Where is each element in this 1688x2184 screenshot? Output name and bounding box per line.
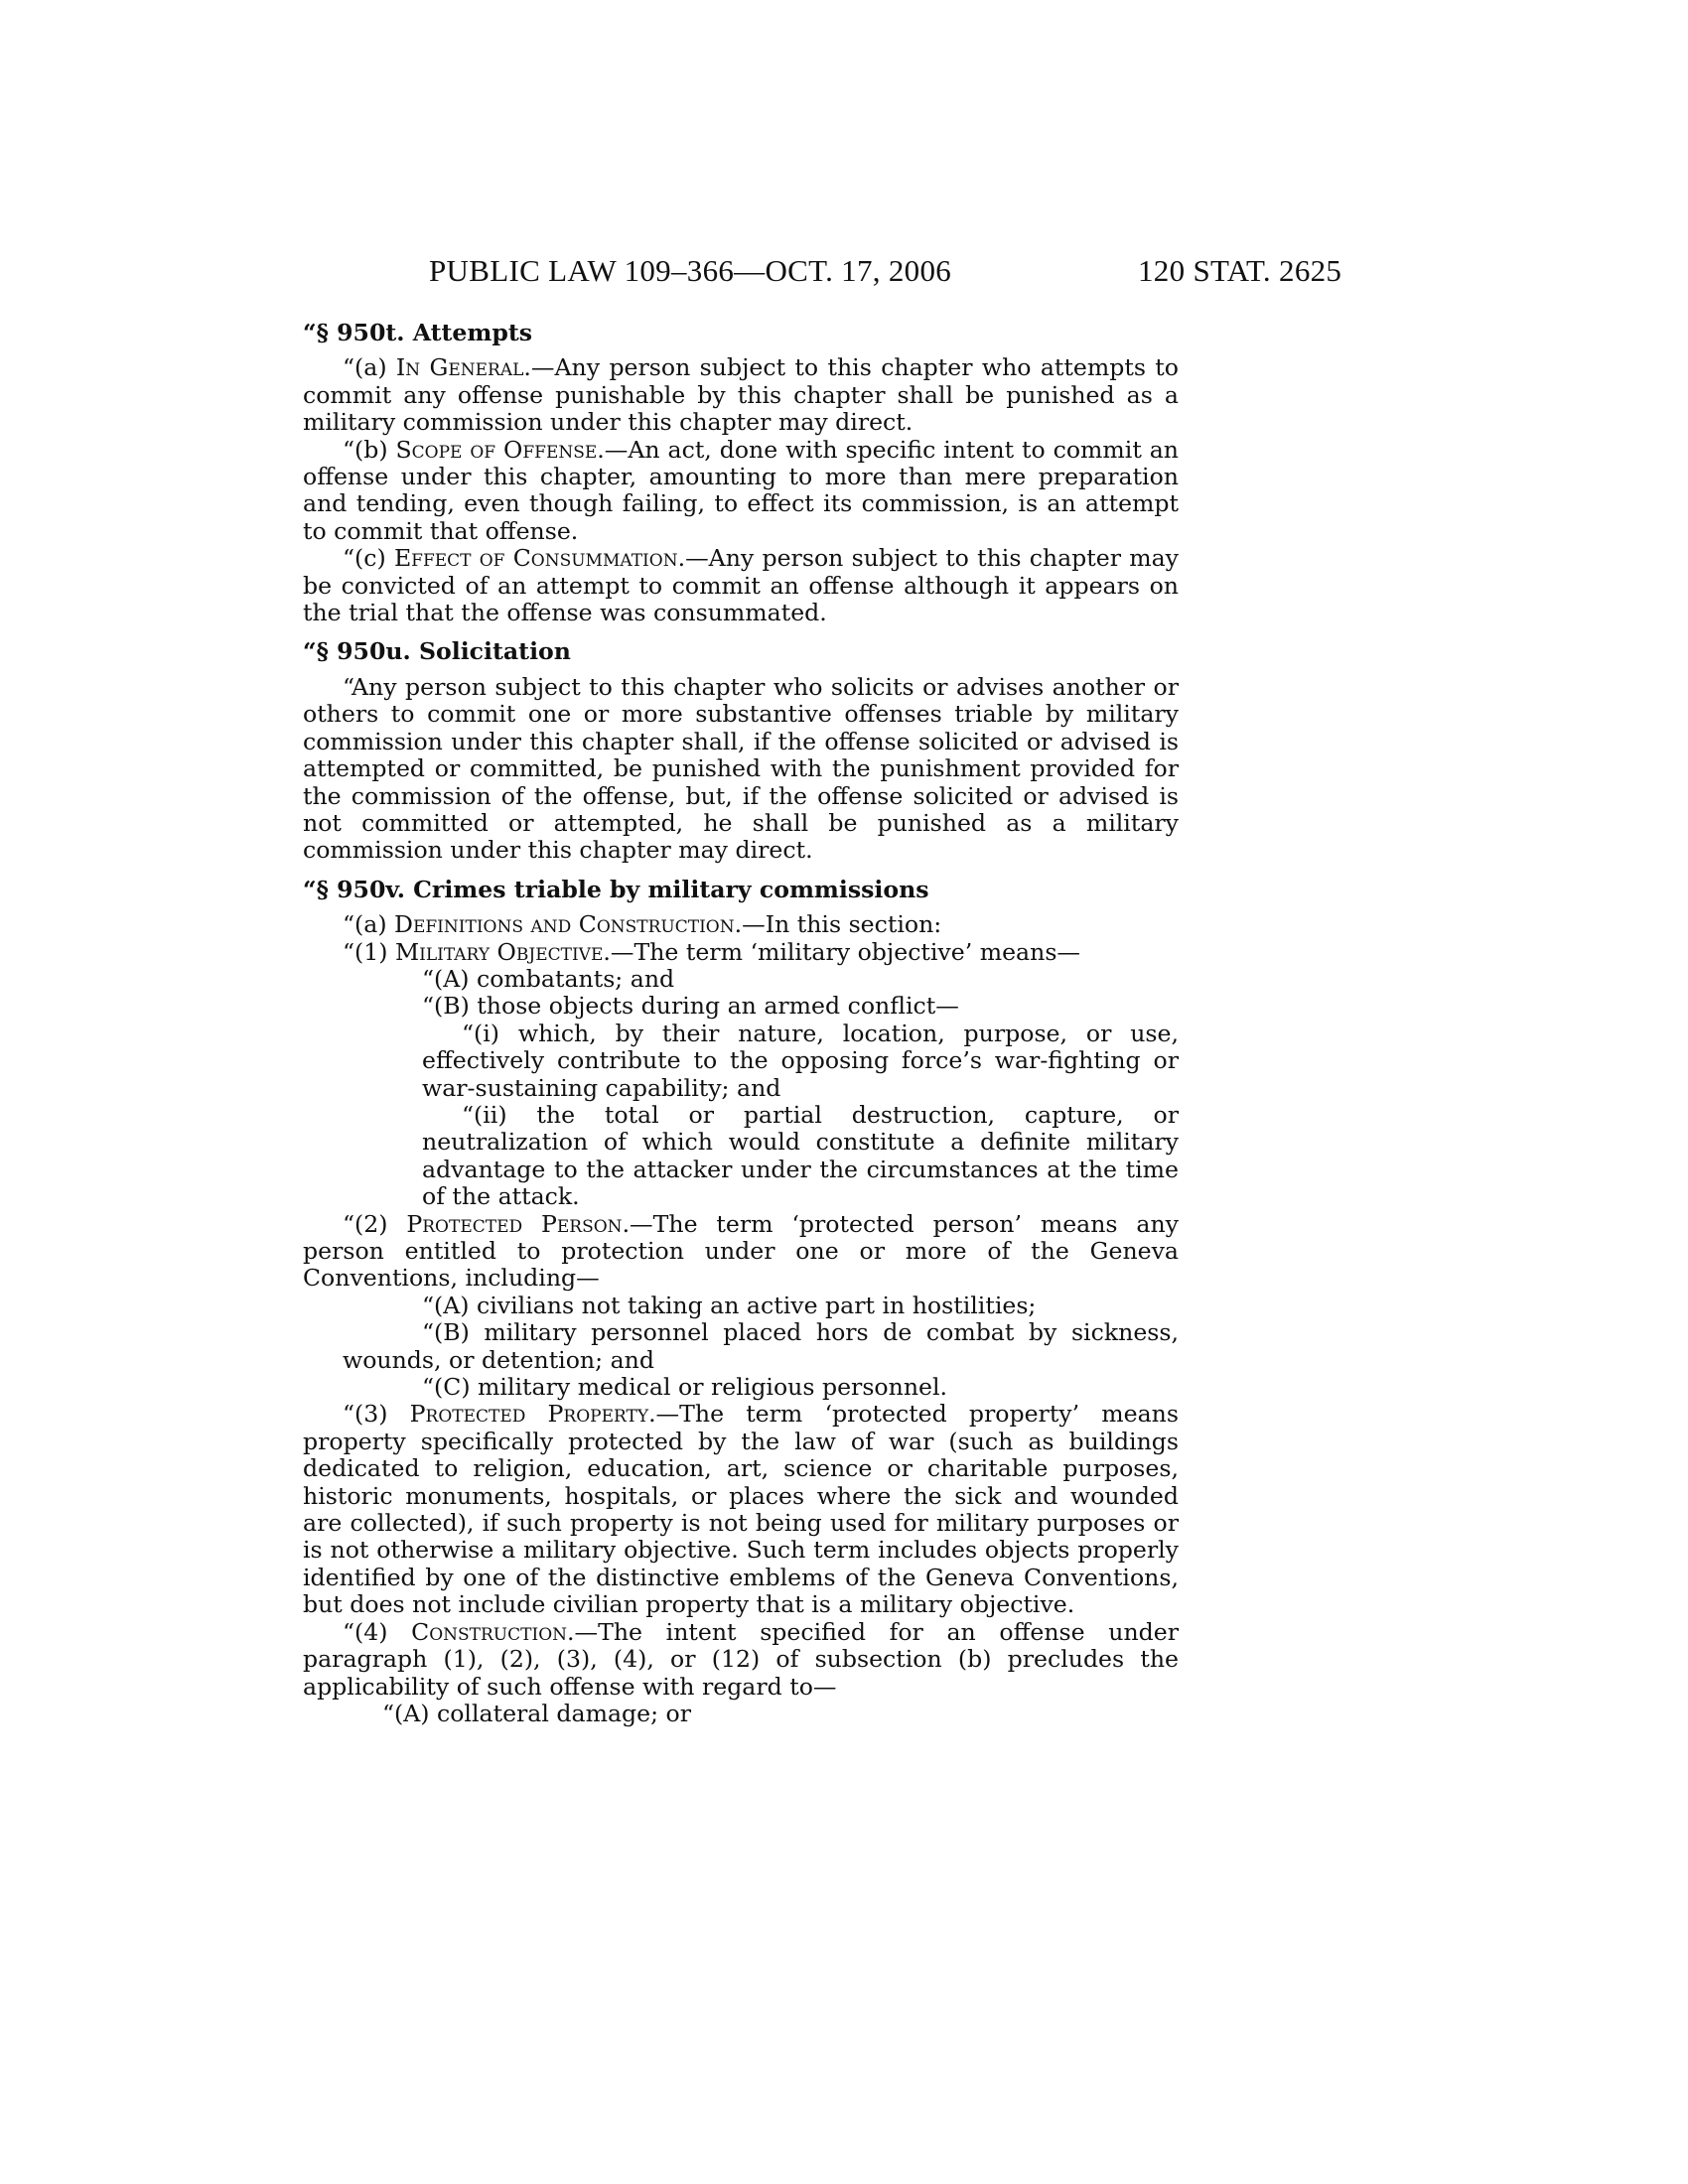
section-heading-950v: “§ 950v. Crimes triable by military commissions (303, 875, 929, 903)
page-citation: 120 STAT. 2625 (1138, 253, 1342, 288)
running-header: PUBLIC LAW 109–366—OCT. 17, 2006 (429, 253, 952, 288)
paragraph-950v-a-3: “(3) Protected Property.—The term ‘protected property’ means property specifically protected by the law of war (such as buildings dedicated to religion, education, art, science or charitable purposes, historic monuments, hospitals, or places where the sick and wounded are collected), if such property is not being used for military purposes or is not otherwise a military objective. Such term includes objects properly identified by one of the distinctive emblems of the Geneva Conventions, but does not include civilian property that is a military objective. (303, 1400, 1179, 1619)
paragraph-950v-a-1-B-ii: “(ii) the total or partial destruction, capture, or neutralization of which would constitute a definite military advantage to the attacker under the circumstances at the time of the attack. (422, 1100, 1179, 1211)
paragraph-950v-a-2-A: “(A) civilians not taking an active part in hostilities; (422, 1291, 1037, 1319)
paragraph-950v-a-1-B-i: “(i) which, by their nature, location, purpose, or use, effectively contribute to the opposing force’s war-fighting or war-sustaining capability; and (422, 1019, 1179, 1102)
paragraph-950v-a-4-A: “(A) collateral damage; or (382, 1699, 692, 1727)
paragraph-950v-a-2: “(2) Protected Person.—The term ‘protected person’ means any person entitled to protection under one or more of the Geneva Conventions, including— (303, 1209, 1180, 1293)
paragraph-950v-a-1-A: “(A) combatants; and (422, 964, 675, 993)
paragraph-950t-b: “(b) Scope of Offense.—An act, done with specific intent to commit an offense under this chapter, amounting to more than mere preparation and tending, even though failing, to effect its commission, is an attempt to commit that offense. (303, 435, 1179, 545)
section-heading-950t: “§ 950t. Attempts (303, 319, 533, 346)
paragraph-950t-c: “(c) Effect of Consummation.—Any person subject to this chapter may be convicted of an attempt to commit an offense although it appears on the trial that the offense was consummated. (303, 544, 1180, 627)
paragraph-950v-a-1-B: “(B) those objects during an armed conflict— (422, 992, 959, 1021)
paragraph-950v-a-4: “(4) Construction.—The intent specified for an offense under paragraph (1), (2), (3), (4), or (12) of subsection (b) precludes the applicability of such offense with regard to— (303, 1617, 1180, 1701)
paragraph-950v-a-1: “(1) Military Objective.—The term ‘military objective’ means— (343, 937, 1081, 966)
section-heading-950u: “§ 950u. Solicitation (303, 637, 571, 666)
paragraph-950v-a: “(a) Definitions and Construction.—In this section: (343, 910, 942, 939)
paragraph-950t-a: “(a) In General.—Any person subject to this chapter who attempts to commit any offense punishable by this chapter shall be punished as a military commission under this chapter may direct. (303, 353, 1179, 437)
document-body (303, 320, 1179, 1727)
paragraph-950u: “Any person subject to this chapter who solicits or advises another or others to commit one or more substantive offenses triable by military commission under this chapter shall, if the offense solicited or advised is attempted or committed, be punished with the punishment provided for the commission of the offense, but, if the offense solicited or advised is not committed or attempted, he shall be punished as a military commission under this chapter may direct. (303, 672, 1179, 865)
paragraph-950v-a-2-C: “(C) military medical or religious personnel. (422, 1373, 948, 1402)
paragraph-950v-a-2-B: “(B) military personnel placed hors de combat by sickness, wounds, or detention; and (343, 1318, 1179, 1374)
